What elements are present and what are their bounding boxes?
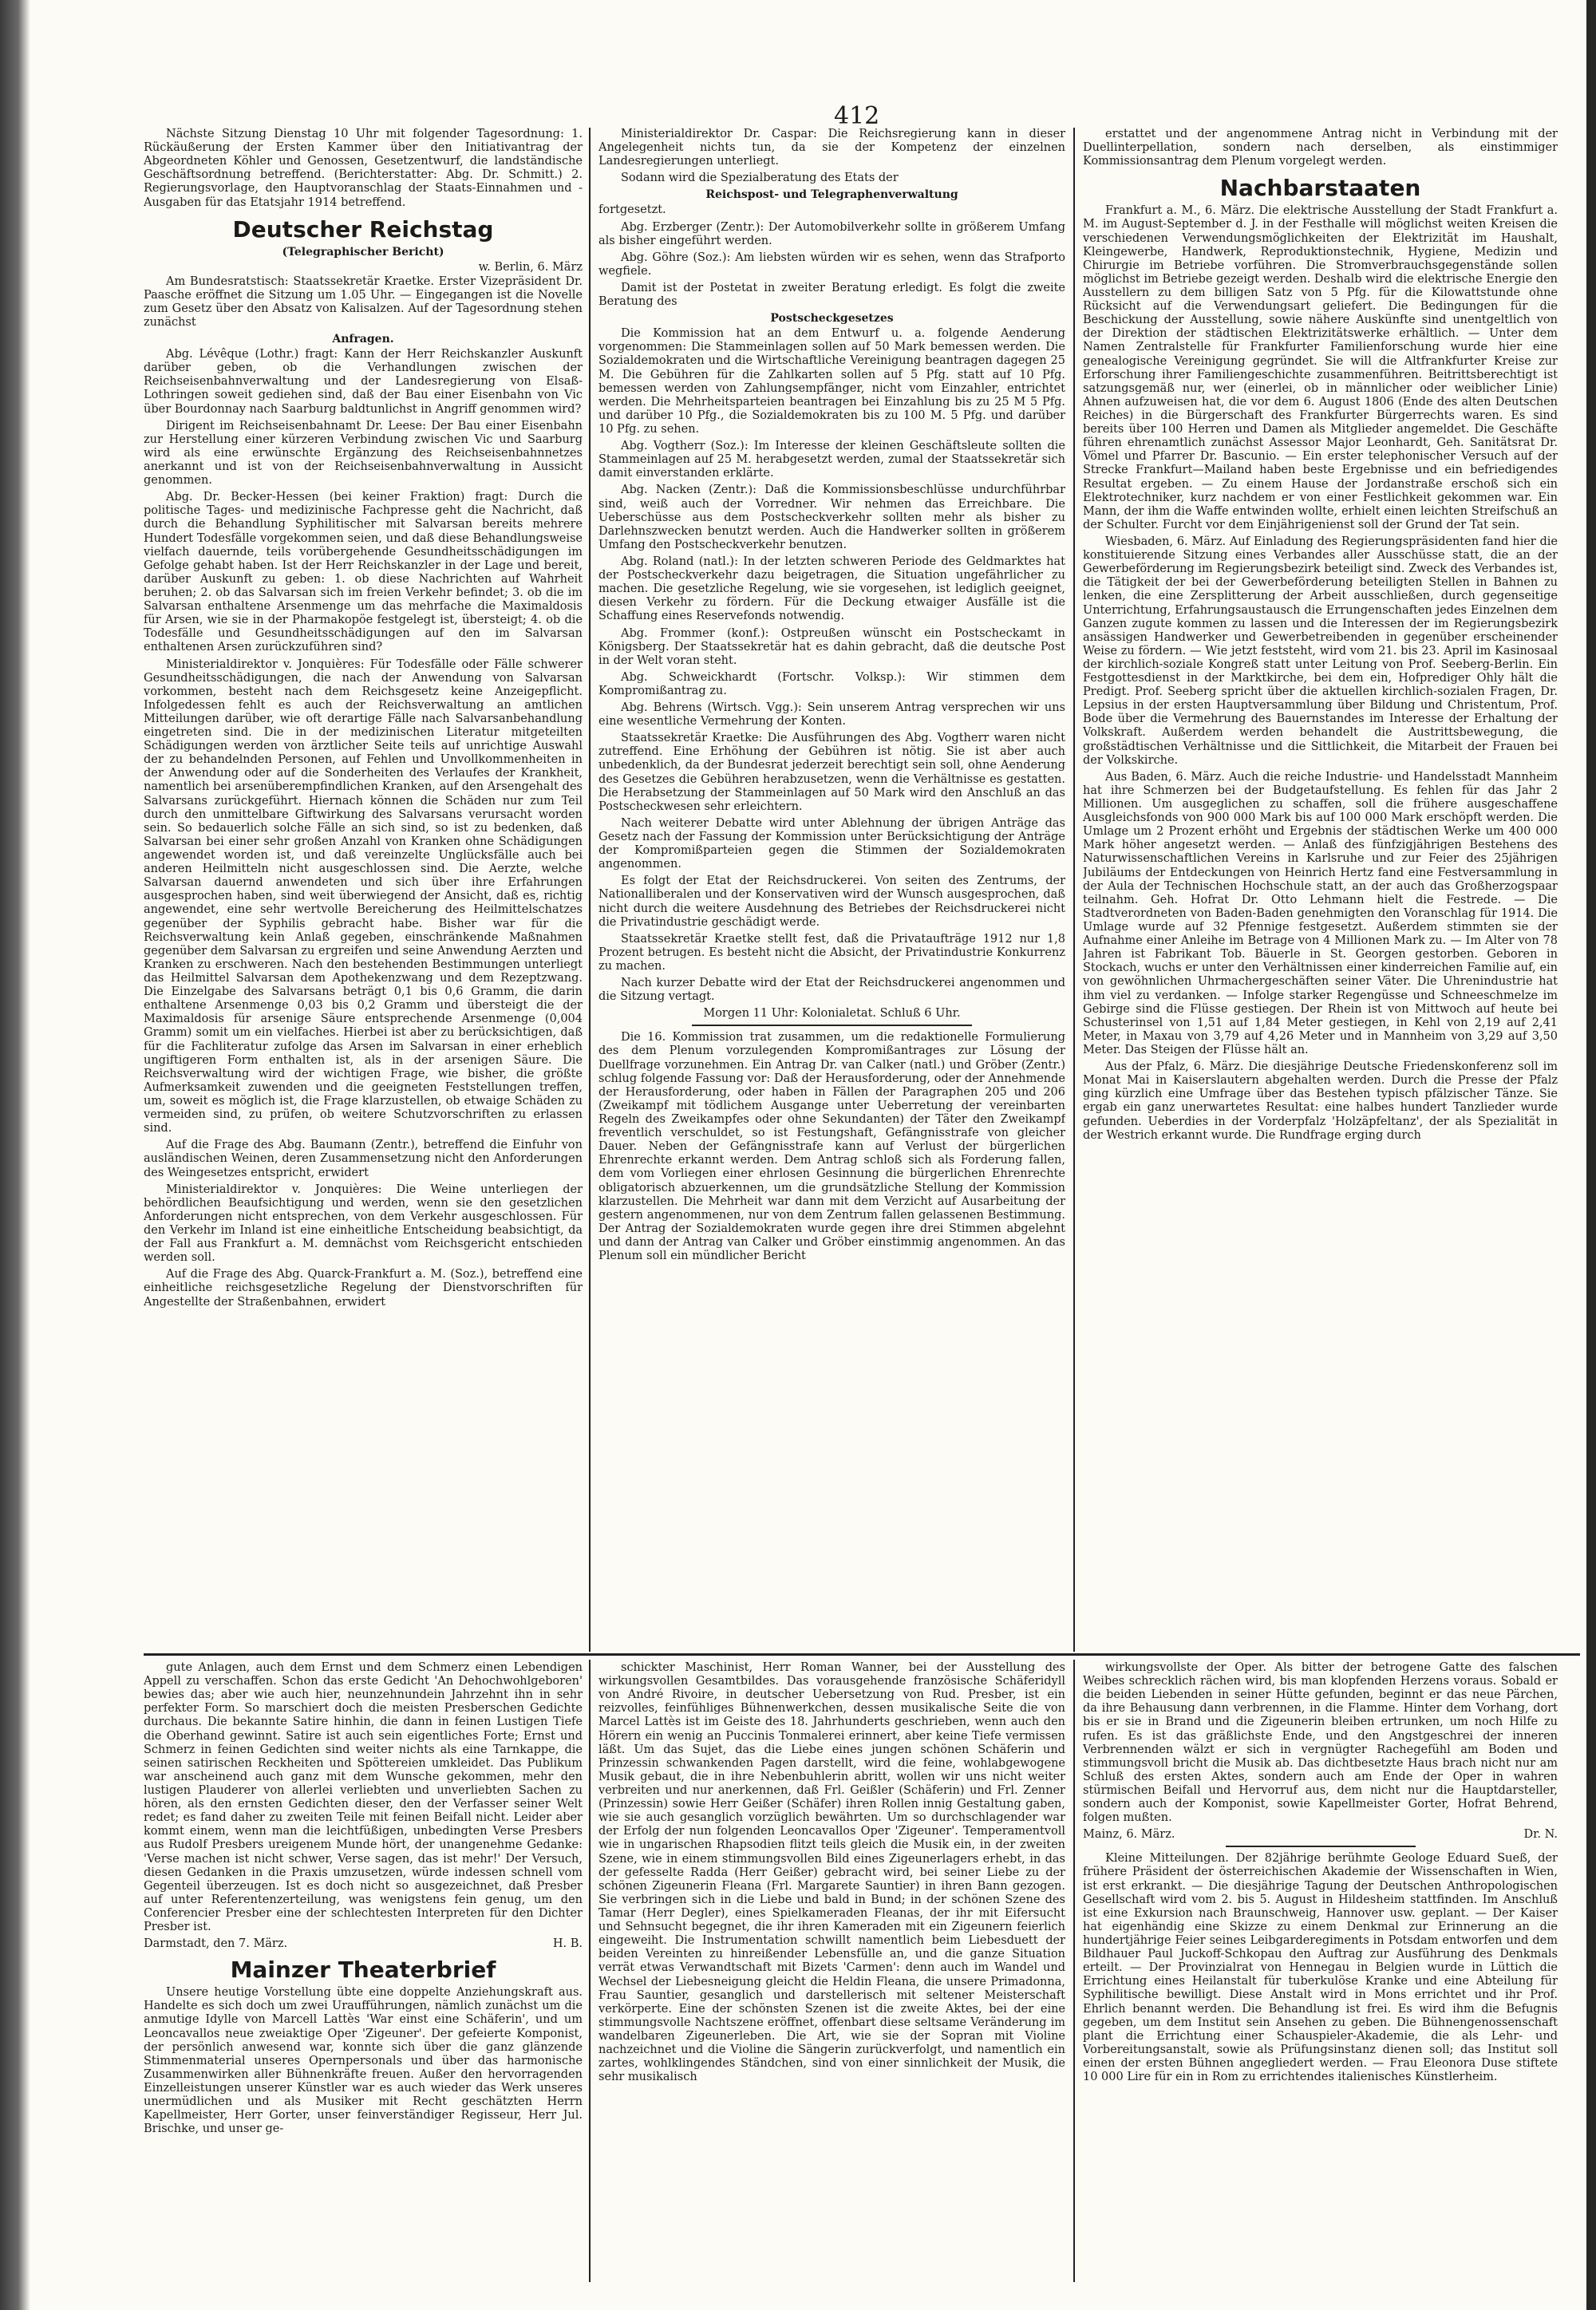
- left-column: [144, 128, 583, 1648]
- reichstag-p4: Abg. Dr. Becker-Hessen (bei keiner Fraktion) fragt: Durch die politische Tages- und medizinische Fachpresse geht die Nachricht, daß durch die Behandlung Syphilitischer mit Salvarsan bereits mehrere Hundert Todesfälle vorgekommen seien, und daß diese Behandlungsweise vielfach dauernde, teils vorübergehende Gesundheitsschädigungen im Gefolge gehabt haben. Ist der Herr Reichskanzler in der Lage und bereit, darüber Auskunft zu geben: 1. ob diese Nachrichten auf Wahrheit beruhen; 2. ob das Salvarsan sich im freien Verkehr befindet; 3. ob die im Salvarsan enthaltene Arsenmenge um das mehrfache die Maximaldosis für Arsen, wie sie in der Pharmakopöe festgelegt ist, übersteigt; 4. ob die Todesfälle und Gesundheitsschädigungen auf den im Salvarsan enthaltenen Arsen zurückzuführen sind?: [144, 491, 583, 654]
- feuilleton-right-signature: [1083, 1828, 1558, 1841]
- signature-place: Mainz, 6. März.: [1083, 1828, 1175, 1842]
- right-p2: Frankfurt a. M., 6. März. Die elektrische Ausstellung der Stadt Frankfurt a. M. im August-September d. J. in der Festhalle will möglichst weiten Kreisen die verschiedenen Verwendungsmöglichkeiten der Elektrizität im Haushalt, Kleingewerbe, Handwerk, Reproduktionstechnik, Hygiene, Medizin und Chirurgie im Betriebe vorführen. Die Stromverbrauchsgegenstände sollen möglichst im Betriebe gezeigt werden. Deshalb wird die elektrische Energie den Ausstellern zu dem billigen Satz von 5 Pfg. für die Kilowattstunde ohne Rücksicht auf die Verwendungsart geliefert. Die Bedingungen für die Beschickung der Ausstellung, sowie nähere Auskünfte sind unentgeltlich von der Direktion der städtischen Elektrizitätswerke erhältlich. — Unter dem Namen Zentralstelle für Frankfurter Familienforschung wurde hier eine genealogische Vereinigung gegründet. Sie will die Altfrankfurter Kreise zur Erforschung ihrer Familiengeschichte zusammenführen. Beitrittsberechtigt ist satzungsgemäß nur, wer (einerlei, ob in männlicher oder weiblicher Linie) Ahnen aufzuweisen hat, die vor dem 6. August 1806 (Ende des alten Deutschen Reiches) in die Bürgerschaft des Frankfurter Bürgerrechts waren. Es sind bereits über 100 Herren und Damen als Mitglieder angemeldet. Die Geschäfte führen ehrenamtlich zunächst Assessor Major Leonhardt, Geh. Sanitätsrat Dr. Vömel und Pfarrer Dr. Bascunio. — Ein erster telephonischer Versuch auf der Strecke Frankfurt—Mailand haben beste Ergebnisse und ein befriedigendes Resultat ergeben. — Zu einem Hause der Jordanstraße erschoß sich ein Elektrotechniker, kurz nachdem er von einer Festlichkeit gekommen war. Ein Mann, der ihm die Waffe entwinden wollte, erhielt einen leichten Streifschuß an der Schulter. Furcht vor dem Einjährigenienst soll der Grund der Tat sein.: [1083, 204, 1558, 531]
- reichstag-p2: Abg. Lévêque (Lothr.) fragt: Kann der Herr Reichskanzler Auskunft darüber geben, ob die Verhandlungen zwischen der Reichseisenbahnverwaltung und der Landesregierung von Elsaß-Lothringen soweit gediehen sind, daß der Bau einer Eisenbahn von Vic über Bourdonnay nach Saarburg baldtunlichst in Angriff genommen wird?: [144, 348, 583, 416]
- middle-p3: fortgesetzt.: [598, 203, 666, 217]
- right-p4: Aus Baden, 6. März. Auch die reiche Industrie- und Handelsstadt Mannheim hat ihre Schmerzen bei der Budgetaufstellung. Es fehlen für das Jahr 2 Millionen. Um ausgeglichen zu schaffen, soll die frühere ausgeschaffene Ausgleichsfonds von 900 000 Mark bis auf 100 000 Mark erschöpft werden. Die Umlage um 2 Prozent erhöht und Ergebnis der städtischen Werke um 400 000 Mark höher angesetzt werden. — Anlaß des fünfzigjährigen Bestehens des Naturwissenschaftlichen Vereins in Karlsruhe und zur Feier des 25jährigen Jubiläums der Entdeckungen von Heinrich Hertz fand eine Festversammlung in der Aula der Technischen Hochschule statt, an der auch das Großherzogspaar teilnahm. Geh. Hofrat Dr. Otto Lehmann hielt die Festrede. — Die Stadtverordneten von Baden-Baden genehmigten den Voranschlag für 1914. Die Umlage wurde auf 32 Pfennige festgesetzt. Außerdem stimmten sie der Aufnahme einer Anleihe im Betrage von 4 Millionen Mark zu. — Im Alter von 78 Jahren ist Fabrikant Tob. Bäuerle in St. Georgen gestorben. Geboren in Stockach, wuchs er unter den Verhältnissen einer kinderreichen Familie auf, ein von gewöhnlichen Uhrmachergeschäften seiner Väter. Die Uhrenindustrie hat ihm viel zu verdanken. — Infolge starker Regengüsse und Schneeschmelze im Gebirge sind die Flüsse gestiegen. Der Rhein ist von Mittwoch auf heute bei Schusterinsel von 1,51 auf 1,84 Meter gestiegen, in Kehl von 2,19 auf 2,41 Meter, in Maxau von 3,79 auf 4,26 Meter und in Mannheim von 3,29 auf 3,50 Meter. Das Steigen der Flüsse hält an.: [1083, 770, 1558, 1056]
- column-rule-1: [589, 128, 591, 1652]
- middle-p19: Morgen 11 Uhr: Kolonialetat. Schluß 6 Uhr.: [703, 1007, 961, 1021]
- reichstag-p7: Ministerialdirektor v. Jonquières: Die Weine unterliegen der behördlichen Beaufsichtigung und werden, wenn sie den gesetzlichen Anforderungen nicht entsprechen, von dem Verkehr ausgeschlossen. Für den Verkehr im Inland ist eine einheitliche Entscheidung beabsichtigt, da der Fall aus Frankfurt a. M. demnächst vom Reichsgericht entschieden werden soll.: [144, 1183, 583, 1265]
- section-postscheck: Postscheckgesetzes: [770, 312, 894, 326]
- middle-p2: Sodann wird die Spezialberatung des Etats der: [621, 172, 899, 185]
- middle-p13: Abg. Behrens (Wirtsch. Vgg.): Sein unserem Antrag versprechen wir uns eine wesentliche Vermehrung der Konten.: [598, 701, 1065, 729]
- signature-author: Dr. N.: [1523, 1828, 1558, 1842]
- middle-p6: Damit ist der Postetat in zweiter Beratung erledigt. Es folgt die zweite Beratung des: [598, 281, 1065, 309]
- scan-right-edge: [1586, 0, 1596, 2310]
- middle-p17: Staatssekretär Kraetke stellt fest, daß die Privataufträge 1912 nur 1,8 Prozent betrugen. Es besteht nicht die Absicht, der Privatindustrie Konkurrenz zu machen.: [598, 932, 1065, 973]
- reichstag-dateline: w. Berlin, 6. März: [478, 260, 583, 274]
- signature-place: Darmstadt, den 7. März.: [144, 1937, 288, 1951]
- middle-p14: Staatssekretär Kraetke: Die Ausführungen des Abg. Vogtherr waren nicht zutreffend. Eine Erhöhung der Gebühren ist nötig. Sie ist aber auch unbedenklich, da der Bundesrat jederzeit berechtigt sein soll, ohne Aenderung des Gesetzes die Gebühren herabzusetzen, wenn die Verhältnisse es gestatten. Die Herabsetzung der Stammeinlagen auf 50 Mark wird den Anschluß an das Postscheckwesen sehr erleichtern.: [598, 732, 1065, 813]
- middle-p20: Die 16. Kommission trat zusammen, um die redaktionelle Formulierung des dem Plenum vorzulegenden Kompromißantrages zur Lösung der Duellfrage vorzunehmen. Ein Antrag Dr. van Calker (natl.) und Gröber (Zentr.) schlug folgende Fassung vor: Daß der Herausforderung, oder der Annehmende der Herausforderung, oder haben in Fällen der Paragraphen 205 und 206 (Zweikampf mit tödlichem Ausgange unter Ueberretung der vereinbarten Regeln des Zweikampfes oder ohne Sekundanten) der Täter den Zweikampf freventlich verschuldet, so ist Festungshaft, Gefängnisstrafe von gleicher Dauer. Neben der Gefängnisstrafe kann auf Verlust der bürgerlichen Ehrenrechte erkannt werden. Dem Antrag schloß sich als Forderung fallen, dem vom Vorliegen einer ehrlosen Gesinnung die bürgerlichen Ehrenrechte obligatorisch abzuerkennen, um die grundsätzliche Stellung der Kommission klarzustellen. Die Mehrheit war dann mit dem Verzicht auf Ausarbeitung der gestern angenommenen, nur von dem Zentrum fallen gelassenen Bestimmung. Der Antrag der Sozialdemokraten wurde gegen ihre drei Stimmen abgelehnt und dann der Antrag van Calker und Gröber einstimmig angenommen. An das Plenum soll ein mündlicher Bericht: [598, 1031, 1065, 1263]
- middle-p16: Es folgt der Etat der Reichsdruckerei. Von seiten des Zentrums, der Nationalliberalen und der Konservativen wird der Wunsch ausgesprochen, daß nicht durch die weitere Ausdehnung des Betriebes der Reichsdruckerei nicht die Privatindustrie geschädigt werde.: [598, 875, 1065, 929]
- page-number: 412: [834, 102, 880, 130]
- column-rule-4: [1073, 1660, 1075, 2282]
- feuilleton-right: [1083, 1661, 1558, 2284]
- reichstag-title: Deutscher Reichstag: [232, 215, 494, 243]
- right-p3: Wiesbaden, 6. März. Auf Einladung des Regierungspräsidenten fand hier die konstituierende Sitzung eines Verbandes aller Ausschüsse statt, die an der Gewerbeförderung im Regierungsbezirk beteiligt sind. Zweck des Verbandes ist, die Tätigkeit der bei der Gewerbeförderung beteiligten Stellen in Bahnen zu lenken, die eine Zersplitterung der Arbeit ausschließen, durch gegenseitige Unterrichtung, Erfahrungsaustausch die Errungenschaften jedes Einzelnen dem Ganzen zugute kommen zu lassen und die Interessen der im Regierungsbezirk ansässigen Handwerker und Gewerbetreibenden in gegenüber erscheinender Weise zu fördern. — Wie jetzt feststeht, wird vom 21. bis 23. April im Kasinosaal der kirchlich-soziale Kongreß statt unter Leitung von Prof. Seeberg-Berlin. Ein Festgottesdienst in der Marktkirche, bei dem ein, Hofprediger Ohly hält die Predigt. Prof. Seeberg spricht über die aktuellen kirchlich-sozialen Fragen, Dr. Lepsius in der ersten Hauptversammlung über Bildung und Christentum, Prof. Bode über die Vermehrung des Bauernstandes im Interesse der Erhaltung der Volkskraft. Außerdem werden behandelt die Austrittsbewegung, die großstädtischen Verhältnisse und die Sittlichkeit, die Mitarbeit der Frauen bei der Volkskirche.: [1083, 535, 1558, 767]
- mainzer-theaterbrief-title: Mainzer Theaterbrief: [230, 1957, 496, 1984]
- feuilleton-left-p2: Unsere heutige Vorstellung übte eine doppelte Anziehungskraft aus. Handelte es sich doch um zwei Uraufführungen, nämlich zunächst um die anmutige Idylle von Marcell Lattès 'War einst eine Schäferin', und um Leoncavallos neue zweiaktige Oper 'Zigeuner'. Der gefeierte Komponist, der persönlich anwesend war, konnte sich über die ganz glänzende Stimmenmaterial unseres Opernpersonals und über das harmonische Zusammenwirken aller Bühnenkräfte freuen. Außer den hervorragenden Einzelleistungen unserer Künstler war es auch wieder das Werk unseres unermüdlichen und als Musiker mit Recht geschätzten Herrn Kapellmeister, Herr Gorter, unser feinverständiger Regisseur, Herr Jul. Brischke, und unser ge-: [144, 1986, 583, 2136]
- column-rule-3: [589, 1660, 591, 2282]
- scan-left-edge: [0, 0, 30, 2310]
- middle-p15: Nach weiterer Debatte wird unter Ablehnung der übrigen Anträge das Gesetz nach der Fassung der Kommission unter Berücksichtigung der Anträge der Kompromißparteien gegen die Stimmen der Sozialdemokraten angenommen.: [598, 816, 1065, 871]
- kleine-mitteilungen: Kleine Mitteilungen. Der 82jährige berühmte Geologe Eduard Sueß, der frühere Präsident der österreichischen Akademie der Wissenschaften in Wien, ist erst erkrankt. — Die diesjährige Tagung der Deutschen Anthropologischen Gesellschaft wird vom 2. bis 5. August in Hildesheim stattfinden. Im Anschluß ist eine Exkursion nach Braunschweig, Hannover usw. geplant. — Der Kaiser hat eigenhändig eine Skizze zu einem Denkmal zur Erinnerung an die hundertjährige Feier seines Leibgarderegiments in Potsdam entworfen und dem Bildhauer Paul Juckoff-Schkopau den Auftrag zur Ausführung des Denkmals erteilt. — Der Provinzialrat von Hennegau in Belgien wurde in Lüttich die Errichtung eines Heilanstalt für tuberkulöse Kranke und eine Abteilung für Syphilitische bewilligt. Diese Anstalt wird in Mons errichtet und ihr Prof. Ehrlich benannt werden. Die Behandlung ist frei. Es wird ihm die Befugnis gegeben, um dem Institut sein Ansehen zu geben. Die Bühnengenossenschaft plant die Errichtung einer Schauspieler-Akademie, die als Lehr- und Vorbereitungsanstalt, sowie als Prüfungsinstanz dienen soll; das Institut soll einen der ersten Bühnen angegliedert werden. — Frau Eleonora Duse stiftete 10 000 Lire für ein in Rom zu errichtendes italienisches Künstlerheim.: [1083, 1852, 1558, 2084]
- feuilleton-left: [144, 1661, 583, 2284]
- middle-p8: Abg. Vogtherr (Soz.): Im Interesse der kleinen Geschäftsleute sollten die Stammeinlagen auf 25 M. herabgesetzt werden, zumal der Staatssekretär sich damit einverstanden erklärte.: [598, 440, 1065, 480]
- feuilleton-middle: [598, 1661, 1065, 2284]
- right-p1: erstattet und der angenommene Antrag nicht in Verbindung mit der Duellinterpellation, sondern nach derselben, als einstimmiger Kommissionsantrag dem Plenum vorgelegt werden.: [1083, 128, 1558, 168]
- middle-divider: [692, 1025, 972, 1026]
- middle-p5: Abg. Göhre (Soz.): Am liebsten würden wir es sehen, wenn das Strafporto wegfiele.: [598, 251, 1065, 278]
- middle-p12: Abg. Schweickhardt (Fortschr. Volksp.): Wir stimmen dem Kompromißantrag zu.: [598, 670, 1065, 697]
- middle-p1: Ministerialdirektor Dr. Caspar: Die Reichsregierung kann in dieser Angelegenheit nichts tun, da sie der Kompetenz der einzelnen Landesregierungen unterliegt.: [598, 128, 1065, 168]
- middle-p11: Abg. Frommer (konf.): Ostpreußen wünscht ein Postscheckamt in Königsberg. Der Staatssekretär hat es dahin gebracht, daß die deutsche Post in der Welt voran steht.: [598, 626, 1065, 667]
- feuilleton-divider: [144, 1653, 1580, 1656]
- reichstag-p1: Am Bundesratstisch: Staatssekretär Kraetke. Erster Vizepräsident Dr. Paasche eröffnet die Sitzung um 1.05 Uhr. — Eingegangen ist die Novelle zum Gesetz über den Absatz von Kalisalzen. Auf der Tagesordnung stehen zunächst: [144, 274, 583, 329]
- reichstag-p6: Auf die Frage des Abg. Baumann (Zentr.), betreffend die Einfuhr von ausländischen Weinen, deren Zusammensetzung nicht den Anforderungen des Weingesetzes entspricht, erwidert: [144, 1139, 583, 1179]
- nachbarstaaten-title: Nachbarstaaten: [1219, 175, 1421, 202]
- middle-p7: Die Kommission hat an dem Entwurf u. a. folgende Aenderung vorgenommen: Die Stammeinlagen sollen auf 50 Mark bemessen werden. Die Sozialdemokraten und die Wirtschaftliche Vereinigung beantragen dagegen 25 M. Die Gebühren für die Zahlkarten sollen auf 5 Pfg. statt auf 10 Pfg. bemessen werden von Zahlungsempfänger, nicht vom Einzahler, entrichtet werden. Die Mehrheitsparteien beantragen bei Einzahlung bis zu 25 M 5 Pfg. und darüber 10 Pfg., die Sozialdemokraten bis zu 100 M. 5 Pfg. und darüber 10 Pfg. zu sehen.: [598, 327, 1065, 436]
- middle-p9: Abg. Nacken (Zentr.): Daß die Kommissionsbeschlüsse undurchführbar sind, weiß auch der Vorredner. Wir nehmen das Erreichbare. Die Ueberschüsse aus dem Postscheckverkehr sollten mehr als bisher zu Darlehnszwecken benutzt werden. Auch die Handwerker sollten in größerem Umfang den Postscheckverkehr benutzen.: [598, 484, 1065, 551]
- right-p5: Aus der Pfalz, 6. März. Die diesjährige Deutsche Friedenskonferenz soll im Monat Mai in Kaiserslautern abgehalten werden. Durch die Presse der Pfalz ging kürzlich eine Umfrage über das Bestehen typisch pfälzischer Tänze. Sie ergab ein ganz unerwartetes Resultat: eine halbes hundert Tanzlieder wurde gefunden. Ueberdies in der Vorderpfalz 'Holzäpfeltanz', der als Spezialität in der Westrich erkannt wurde. Die Rundfrage erging durch: [1083, 1060, 1558, 1142]
- middle-column: [598, 128, 1065, 1648]
- right-column: [1083, 128, 1558, 1648]
- middle-p10: Abg. Roland (natl.): In der letzten schweren Periode des Geldmarktes hat der Postscheckverkehr dazu beigetragen, die Situation ungefährlicher zu machen. Die gesetzliche Regelung, wie sie vorgesehen, ist lediglich geeignet, diesen Verkehr zu fördern. Für die Deckung etwaiger Ausfälle ist die Schaffung eines Reservefonds notwendig.: [598, 555, 1065, 623]
- reichstag-p3: Dirigent im Reichseisenbahnamt Dr. Leese: Der Bau einer Eisenbahn zur Herstellung einer kürzeren Verbindung zwischen Vic und Saarburg wird als eine erwünschte Ergänzung des Reichseisenbahnnetzes anerkannt und ist von der Reichseisenbahnverwaltung in Aussicht genommen.: [144, 419, 583, 488]
- section-anfragen: Anfragen.: [332, 333, 394, 346]
- mitteilungen-divider: [1226, 1846, 1416, 1847]
- reichstag-p8: Auf die Frage des Abg. Quarck-Frankfurt a. M. (Soz.), betreffend eine einheitliche reichsgesetzliche Regelung der Dienstvorschriften für Angestellte der Straßenbahnen, erwidert: [144, 1268, 583, 1309]
- feuilleton-left-p1: gute Anlagen, auch dem Ernst und dem Schmerz einen Lebendigen Appell zu verschaffen. Schon das erste Gedicht 'An Dehochwohlgeboren' bewies das; aber wie auch hier, neunzehnundein Jahrzehnt ihn in sehr perfekter Form. So marschiert doch die meisten Presberschen Gedichte durchaus. Die bekannte Satire hinhin, die dann in feinen Lustigen Tiefe die Oberhand gewinnt. Satire ist auch sein eigentliches Forte; Ernst und Schmerz in feinen Gedichten sind weiter nichts als eine Tarnkappe, die seinen satirischen Reckheiten und Spöttereien umkleidet. Das Publikum war anscheinend auch ganz mit dem Wunsche gekommen, mehr den lustigen Plauderer von allerlei verliebten und unverliebten Sachen zu hören, als den ernsten Gedichten dieser, den der Verfasser seiner Welt redet; es fand daher zu zweiten Teile mit feinen Beifall nicht. Leider aber kommt einem, wenn man die leichtfüßigen, unbedingten Verse Presbers aus Rudolf Presbers ureigenem Munde hört, der unangenehme Gedanke: 'Verse machen ist nicht schwer, Verse sagen, das ist mehr!' Der Versuch, diesen Gedanken in die Praxis umzusetzen, würde indessen schnell vom Gegenteil überzeugen. Ist es doch nicht so ausgezeichnet, daß Presber auf unter Referentenzerteilung, was wenigstens fein genug, um den Conferencier Presber eine der schlechtesten Interpreten für den Dichter Presber ist.: [144, 1661, 583, 1934]
- signature-author: H. B.: [552, 1937, 583, 1951]
- sitzung-intro: Nächste Sitzung Dienstag 10 Uhr mit folgender Tagesordnung: 1. Rückäußerung der Ersten Kammer über den Initiativantrag der Abgeordneten Köhler und Genossen, Gesetzentwurf, die landständische Geschäftsordnung betreffend. (Berichterstatter: Abg. Dr. Schmitt.) 2. Regierungsvorlage, den Hauptvoranschlag der Staats-Einnahmen und -Ausgaben für das Etatsjahr 1914 betreffend.: [144, 128, 583, 209]
- section-reichspost: Reichspost- und Telegraphenverwaltung: [705, 188, 958, 202]
- middle-p4: Abg. Erzberger (Zentr.): Der Automobilverkehr sollte in größerem Umfang als bisher eingeführt werden.: [598, 220, 1065, 247]
- feuilleton-middle-p1: schickter Maschinist, Herr Roman Wanner, bei der Ausstellung des wirkungsvollen Gesamtbildes. Das vorausgehende französische Schäferidyll von André Rivoire, in deutscher Uebersetzung von Rud. Presber, ist ein reizvolles, feinfühliges Bühnenwerkchen, dessen musikalische Seite die von Marcel Lattès ist im Geiste des 18. Jahrhunderts geschrieben, wenn auch den Hörern ein wenig an Puccinis Tonmalerei erinnert, aber keine Tiefe vermissen läßt. Um das Sujet, das die Liebe eines jungen schönen Schäferin und Prinzessin schwankenden Pagen darstellt, wird die feine, wohlabgewogene Musik gebaut, die in ihre Nebenbuhlerin abritt, wollen wir uns nicht weiter verbreiten und nur anerkennen, daß Frl. Geißler (Schäferin) und Frl. Zenner (Prinzessin) sowie Herr Geißer (Schäfer) ihren Rollen innig Gestaltung gaben, wie sie auch gesanglich vorzüglich bewährten. Um so durchschlagender war der Erfolg der nun folgenden Leoncavallos Oper 'Zigeuner'. Temperamentvoll wie in ungarischen Rhapsodien flitzt teils gleich die Musik ein, in der zweiten Szene, wie in einem stimmungsvollen Bild eines Zigeunerlagers erhebt, in das der gefesselte Radda (Herr Geißer) gebracht wird, bei seiner Liebe zu der schönen Zigeunerin Fleana (Frl. Margarete Sauntier) in ihren Bann gezogen. Sie verbringen sich in die Liebe und bald in Bund; in der schönen Szene des Tamar (Herr Degler), eines Spielkameraden Fleanas, der ihr mit Eifersucht und Sehnsucht begegnet, die ihr ihren Kameraden mit ein Zigeunern feierlich eingeweiht. Die Instrumentation schwillt namentlich beim Liebesduett der beiden Vereinten zu hinreißender Lebensfülle an, und die ganze Situation verrät etwas Verwandtschaft mit Bizets 'Carmen': denn auch im Wandel und Wechsel der Liebesneigung gleicht die Heldin Fleana, die unsere Primadonna, Frau Sauntier, gesanglich und darstellerisch mit seltener Meisterschaft verkörperte. Eine der schönsten Szenen ist die zweite Aktes, bei der eine stimmungsvolle Nachtszene eröffnet, offenbart diese seltsame Veränderung im wandelbaren Zigeunerleben. Die Art, wie sie der Sopran mit Violine nachzeichnet und die Violine die Sängerin zurückverfolgt, und namentlich ein zartes, wohlklingendes Ständchen, sind von einer sinnlichkeit der Musik, die sehr musikalisch: [598, 1661, 1065, 2084]
- middle-p18: Nach kurzer Debatte wird der Etat der Reichsdruckerei angenommen und die Sitzung vertagt.: [598, 977, 1065, 1004]
- feuilleton-right-p1: wirkungsvollste der Oper. Als bitter der betrogene Gatte des falschen Weibes schrecklich rächen wird, bis man klopfenden Herzens voraus. Sobald er die beiden Liebenden in seiner Hütte gefunden, beginnt er das neue Pärchen, da ihre Behausung dann verbrennen, in die Flamme. Hinter dem Vorhang, dort bis er sie in Brand und die Zigeunerin bleiben ertrunken, um noch Hilfe zu rufen. Es ist das gräßlichste Ende, und den Angstgeschrei der inneren Verbrennenden wälzt er sich in vergnügter Rachegefühl am Boden und stimmungsvoll bricht die Musik ab. Das dichtbesetzte Haus brach nicht nur am Schluß des ersten Aktes, sondern auch am Ende der Oper in wahren stürmischen Beifall und Hervorruf aus, dem nicht nur die Hauptdarsteller, sondern auch der Komponist, sowie Kapellmeister Gorter, Hofrat Behrend, folgen mußten.: [1083, 1661, 1558, 1825]
- feuilleton-left-signature: [144, 1937, 583, 1950]
- column-rule-2: [1073, 128, 1075, 1652]
- reichstag-p5: Ministerialdirektor v. Jonquières: Für Todesfälle oder Fälle schwerer Gesundheitsschädigungen, die nach der Anwendung von Salvarsan vorkommen, besteht nach dem Reichsgesetz keine Anzeigepflicht. Infolgedessen fehlt es auch der Reichsverwaltung an amtlichen Mitteilungen darüber, wie oft derartige Fälle nach Salvarsanbehandlung eingetreten sind. Die in der medizinischen Literatur mitgeteilten Schädigungen werden von ärztlicher Seite teils auf unrichtige Auswahl der zu behandelnden Personen, auf Fehlen und Unvollkommenheiten in der Anwendung oder auf die Sonderheiten des Verlaufes der Krankheit, namentlich bei arsenüberempfindlichen Kranken, auf den Arsengehalt des Salvarsans zurückgeführt. Hiernach können die Schäden nur zum Teil durch den unmittelbare Giftwirkung des Salvarsans verursacht worden sein. So bedauerlich solche Fälle an sich sind, so ist zu bedenken, daß Salvarsan bei einer sehr großen Anzahl von Kranken ohne Schädigungen angewendet worden ist, und daß vereinzelte Unglücksfälle auch bei anderen Heilmitteln nicht ausgeschlossen sind. Die Aerzte, welche Salvarsan dauernd anwendeten und sich über ihre Erfahrungen ausgesprochen haben, sind weit überwiegend der Ansicht, daß es, richtig angewendet, eine sehr wertvolle Bereicherung des Heilmittelschatzes gegenüber der Syphilis gebracht habe. Bisher war für die Reichsverwaltung kein Anlaß gegeben, einschränkende Maßnahmen gegenüber dem Salvarsan zu ergreifen und seine Anwendung Aerzten und Kranken zu erschweren. Nach den bestehenden Bestimmungen unterliegt das Heilmittel Salvarsan dem Apothekenzwang und dem Rezeptzwang. Die Einzelgabe des Salvarsans beträgt 0,1 bis 0,6 Gramm, die darin enthaltene Arsenmenge 0,03 bis 0,2 Gramm und übersteigt die der Maximaldosis für arsenige Säure entsprechende Arsenmenge (0,004 Gramm) somit um ein vielfaches. Hierbei ist aber zu berücksichtigen, daß für die Fachliteratur zufolge das Arsen im Salvarsan in einer erheblich ungiftigeren Form enthalten ist, als in der arsenigen Säure. Die Reichsverwaltung wird der wichtigen Frage, wie bisher, die größte Aufmerksamkeit zuwenden und die geeigneten Feststellungen treffen, um, soweit es möglich ist, die Frage klarzustellen, ob etwaige Schäden zu vermeiden sind, zu prüfen, ob weitere Schutzvorschriften zu erlassen sind.: [144, 657, 583, 1135]
- reichstag-subtitle: (Telegraphischer Bericht): [282, 245, 444, 259]
